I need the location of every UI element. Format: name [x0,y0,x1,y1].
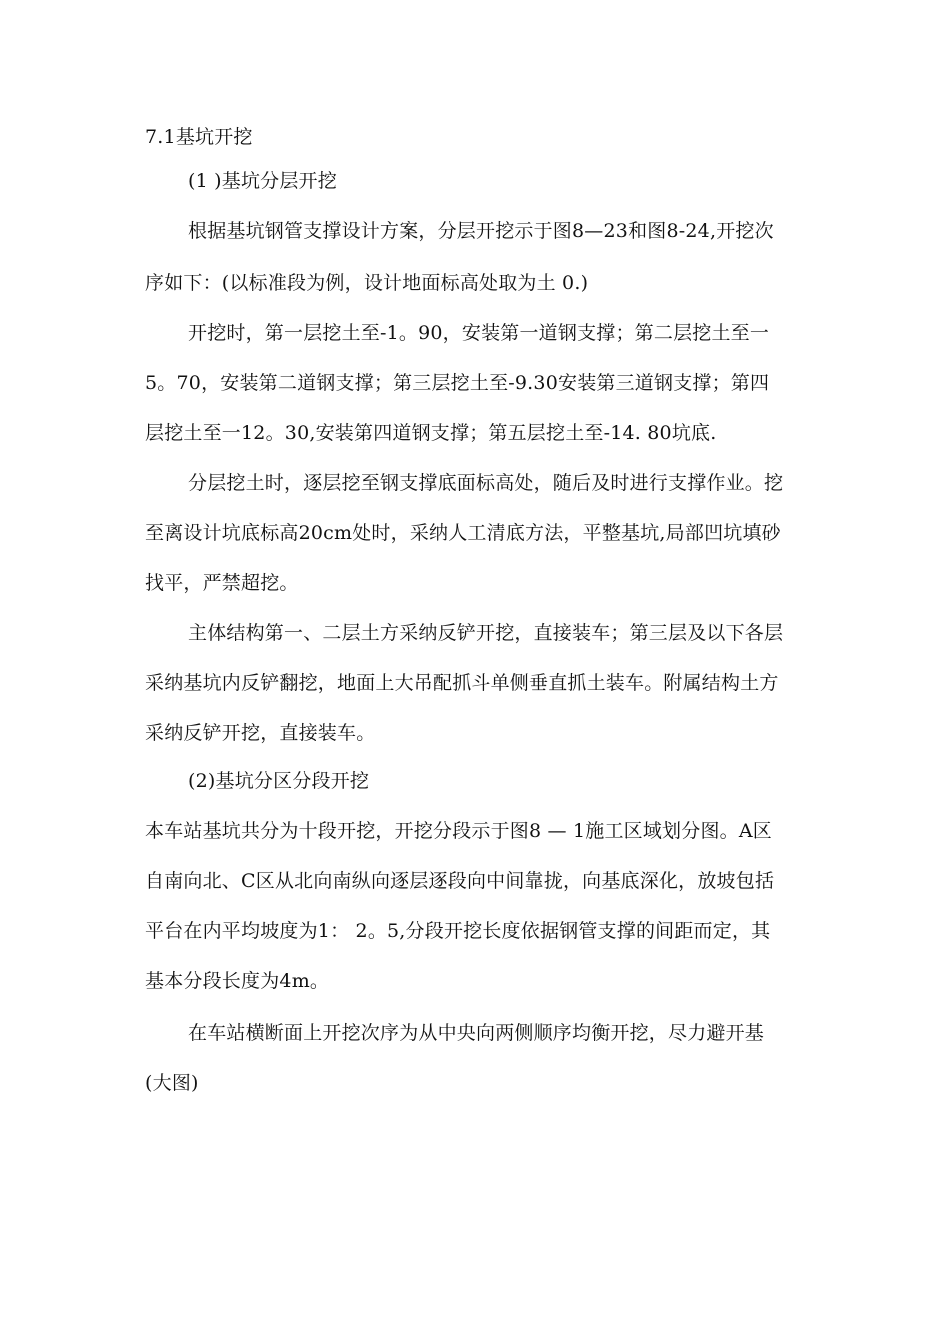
paragraph-line: 平台在内平均坡度为1： 2。5,分段开挖长度依据钢管支撑的间距而定，其 [145,920,771,942]
paragraph-line: 采纳反铲开挖，直接装车。 [145,722,376,744]
subsection-2-heading: (2)基坑分区分段开挖 [188,770,370,792]
paragraph-line: 采纳基坑内反铲翻挖，地面上大吊配抓斗单侧垂直抓土装车。附属结构土方 [145,672,779,694]
paragraph-line: 分层挖土时，逐层挖至钢支撑底面标高处，随后及时进行支撑作业。挖 [188,472,784,494]
paragraph-line: 在车站横断面上开挖次序为从中央向两侧顺序均衡开挖，尽力避开基 [188,1022,765,1044]
paragraph-line: 开挖时，第一层挖土至-1。90，安装第一道钢支撑；第二层挖土至一 [188,322,770,344]
paragraph-line: 自南向北、C区从北向南纵向逐层逐段向中间靠拢，向基底深化，放坡包括 [145,870,775,892]
paragraph-line: 基本分段长度为4m。 [145,970,330,992]
paragraph-line: 层挖土至一12。30,安装第四道钢支撑；第五层挖土至-14. 80坑底. [145,422,717,444]
paragraph-line: 序如下：(以标准段为例，设计地面标高处取为土 0.) [145,272,589,294]
figure-note: (大图) [145,1072,199,1094]
paragraph-line: 主体结构第一、二层土方采纳反铲开挖，直接装车；第三层及以下各层 [188,622,784,644]
paragraph-line: 5。70，安装第二道钢支撑；第三层挖土至-9.30安装第三道钢支撑；第四 [145,372,770,394]
section-heading: 7.1基坑开挖 [145,126,253,148]
subsection-1-heading: (1 )基坑分层开挖 [188,170,337,192]
paragraph-line: 至离设计坑底标高20cm处时，采纳人工清底方法，平整基坑,局部凹坑填砂 [145,522,781,544]
paragraph-line: 根据基坑钢管支撑设计方案，分层开挖示于图8—23和图8-24,开挖次 [188,220,774,242]
paragraph-line: 找平，严禁超挖。 [145,572,299,594]
paragraph-line: 本车站基坑共分为十段开挖，开挖分段示于图8 — 1施工区域划分图。A区 [145,820,772,842]
